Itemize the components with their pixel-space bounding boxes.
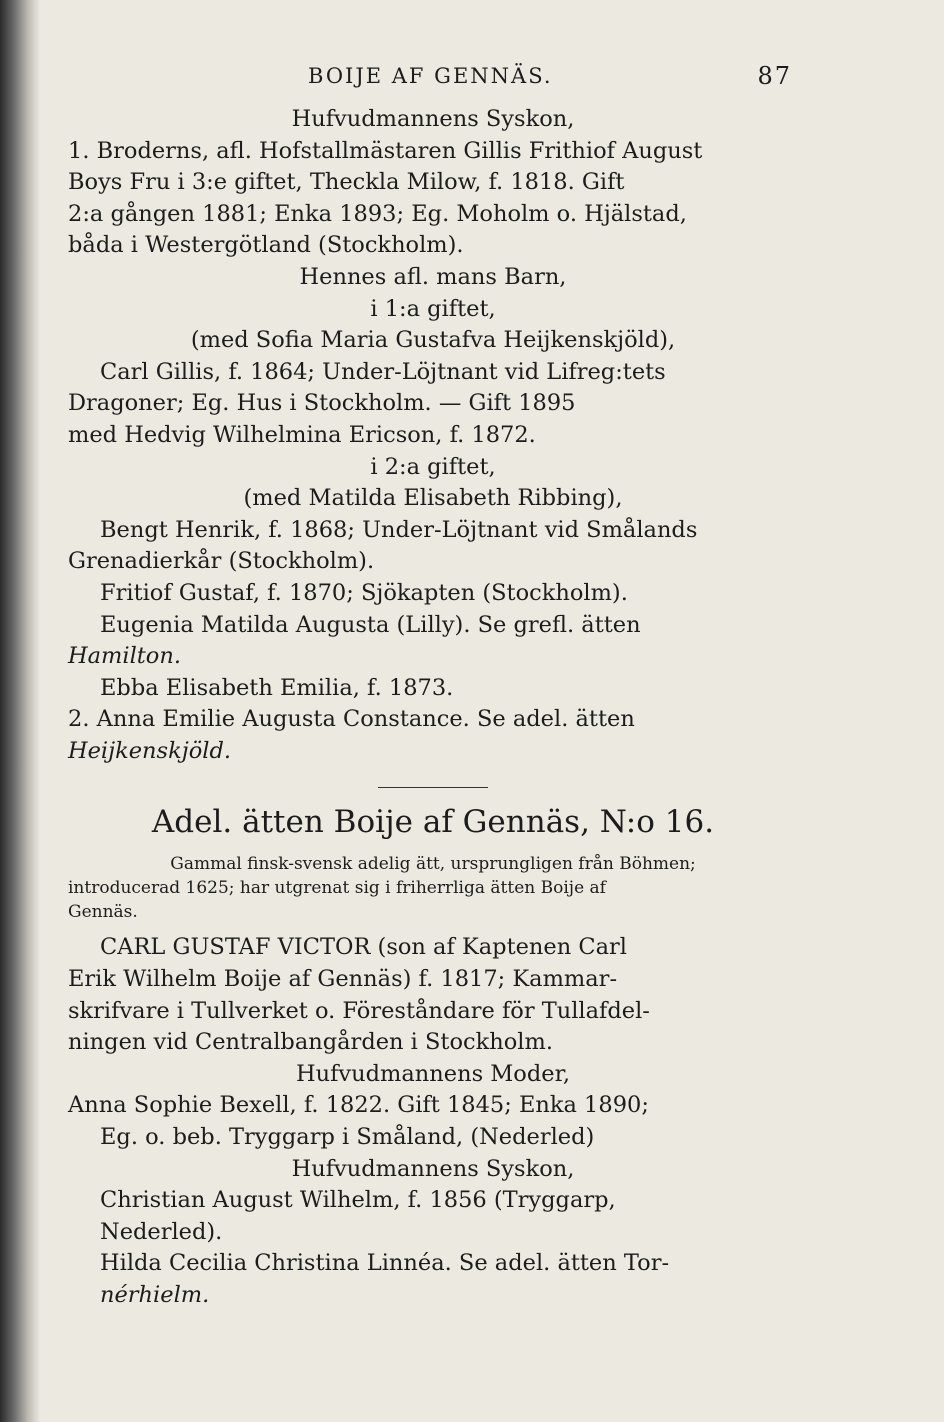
section-divider bbox=[378, 787, 488, 788]
text-line: Dragoner; Eg. Hus i Stockholm. — Gift 1895 bbox=[68, 390, 576, 417]
previous-family-continuation bbox=[68, 104, 798, 767]
text-line: Bengt Henrik, f. 1868; Under-Löjtnant vid Smålands bbox=[100, 516, 698, 543]
text-line: Heijkenskjöld. bbox=[68, 737, 232, 764]
text-line: Nederled). bbox=[100, 1218, 223, 1245]
text-line: Fritiof Gustaf, f. 1870; Sjökapten (Stockholm). bbox=[100, 579, 628, 606]
page-header bbox=[68, 60, 798, 104]
text-line: Carl Gillis, f. 1864; Under-Löjtnant vid Lifreg:tets bbox=[100, 358, 666, 385]
heading-siblings: Hufvudmannens Syskon, bbox=[291, 1155, 575, 1182]
spouse-note: (med Sofia Maria Gustafva Heijkenskjöld), bbox=[190, 327, 676, 354]
heading-children: Hennes afl. mans Barn, bbox=[299, 263, 567, 290]
heading-marriage-2: i 2:a giftet, bbox=[370, 453, 496, 480]
text-line: Eg. o. beb. Tryggarp i Småland, (Nederled) bbox=[100, 1124, 595, 1151]
text-line: med Hedvig Wilhelmina Ericson, f. 1872. bbox=[68, 421, 536, 448]
heading-mother: Hufvudmannens Moder, bbox=[295, 1060, 571, 1087]
heading-marriage-1: i 1:a giftet, bbox=[370, 295, 496, 322]
text-line: Hamilton. bbox=[68, 643, 181, 670]
family-section-boije bbox=[68, 800, 798, 1311]
section-title: Adel. ätten Boije af Gennäs, N:o 16. bbox=[151, 804, 715, 841]
text-line: 2. Anna Emilie Augusta Constance. Se adel. ätten bbox=[68, 706, 635, 733]
text-line: 1. Broderns, afl. Hofstallmästaren Gillis Frithiof August bbox=[68, 137, 703, 164]
text-line: Christian August Wilhelm, f. 1856 (Tryggarp, bbox=[100, 1187, 616, 1214]
intro-line: Gammal finsk-svensk adelig ätt, ursprungligen från Böhmen; bbox=[170, 854, 696, 875]
book-binding-shadow bbox=[0, 0, 40, 1422]
text-line: ningen vid Centralbangården i Stockholm. bbox=[68, 1029, 553, 1056]
book-page bbox=[68, 60, 798, 1400]
text-line: Boys Fru i 3:e giftet, Theckla Milow, f. 1818. Gift bbox=[68, 169, 625, 196]
text-line: 2:a gången 1881; Enka 1893; Eg. Moholm o. Hjälstad, bbox=[68, 200, 687, 227]
spouse-note: (med Matilda Elisabeth Ribbing), bbox=[243, 485, 623, 512]
text-line: Eugenia Matilda Augusta (Lilly). Se grefl. ätten bbox=[100, 611, 641, 638]
page-number: 87 bbox=[757, 62, 792, 90]
text-line: Erik Wilhelm Boije af Gennäs) f. 1817; Kammar- bbox=[68, 966, 618, 993]
text-line: Ebba Elisabeth Emilia, f. 1873. bbox=[100, 674, 454, 701]
intro-line: Gennäs. bbox=[68, 902, 138, 923]
text-line: nérhielm. bbox=[100, 1282, 210, 1308]
text-line: skrifvare i Tullverket o. Föreståndare för Tullafdel- bbox=[68, 997, 650, 1024]
text-line: Anna Sophie Bexell, f. 1822. Gift 1845; Enka 1890; bbox=[68, 1092, 649, 1119]
intro-line: introducerad 1625; har utgrenat sig i friherrliga ätten Boije af bbox=[68, 878, 606, 899]
text-line: CARL GUSTAF VICTOR (son af Kaptenen Carl bbox=[100, 934, 627, 961]
text-line: Grenadierkår (Stockholm). bbox=[68, 548, 375, 575]
text-line: Hilda Cecilia Christina Linnéa. Se adel. ätten Tor- bbox=[100, 1250, 670, 1277]
text-line: båda i Westergötland (Stockholm). bbox=[68, 232, 464, 259]
heading-siblings: Hufvudmannens Syskon, bbox=[291, 106, 575, 132]
running-title: BOIJE AF GENNÄS. bbox=[308, 64, 553, 88]
